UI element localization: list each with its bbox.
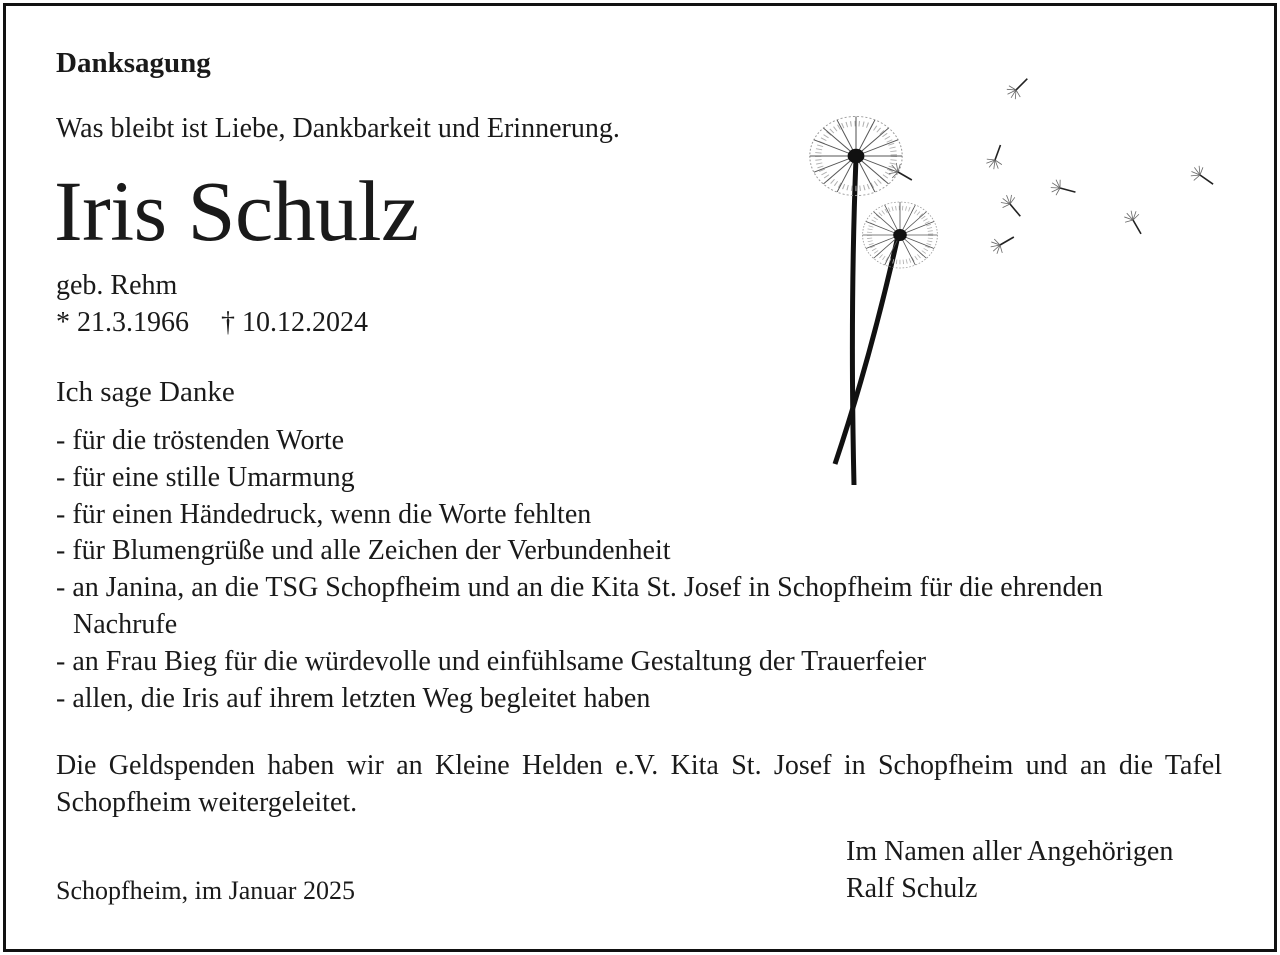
donation-note: Die Geldspenden haben wir an Kleine Helden e.V. Kita St. Josef in Schopfheim und an die Tafel Schopfheim weitergeleitet. bbox=[56, 750, 1222, 818]
signature-name: Ralf Schulz bbox=[846, 873, 978, 904]
list-item: - für eine stille Umarmung bbox=[56, 461, 355, 493]
life-dates bbox=[56, 307, 368, 339]
notice-heading: Danksagung bbox=[56, 47, 211, 79]
thanks-title: Ich sage Danke bbox=[56, 376, 235, 408]
list-item: - an Frau Bieg für die würdevolle und einfühlsame Gestaltung der Trauerfeier bbox=[56, 645, 927, 677]
list-item: - für Blumengrüße und alle Zeichen der Verbundenheit bbox=[56, 535, 671, 567]
signature-line: Im Namen aller Angehörigen bbox=[846, 836, 1174, 867]
birth-name: geb. Rehm bbox=[56, 270, 178, 301]
dandelion-icon bbox=[790, 60, 1250, 500]
place-date: Schopfheim, im Januar 2025 bbox=[56, 876, 355, 905]
list-item: - allen, die Iris auf ihrem letzten Weg begleitet haben bbox=[56, 682, 651, 714]
list-item: - an Janina, an die TSG Schopfheim und an die Kita St. Josef in Schopfheim für die ehrenden Nachrufe bbox=[56, 572, 1103, 640]
list-item: - für einen Händedruck, wenn die Worte fehlten bbox=[56, 498, 592, 530]
death-date: † 10.12.2024 bbox=[221, 307, 368, 338]
list-item: - für die tröstenden Worte bbox=[56, 425, 345, 456]
motto: Was bleibt ist Liebe, Dankbarkeit und Erinnerung. bbox=[56, 113, 620, 144]
birth-date: * 21.3.1966 bbox=[56, 307, 189, 338]
deceased-name: Iris Schulz bbox=[54, 163, 419, 259]
